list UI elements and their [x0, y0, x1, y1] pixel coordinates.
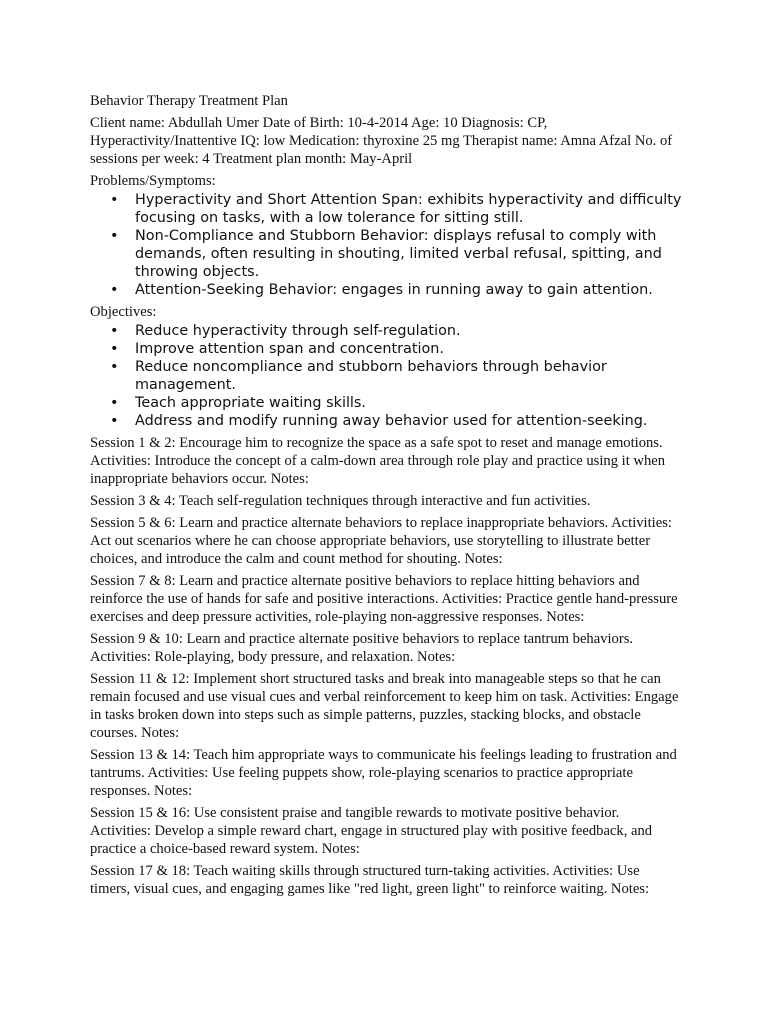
bullet-icon: • [110, 395, 119, 411]
session-5-6-paragraph: Session 5 & 6: Learn and practice alternate behaviors to replace inappropriate behaviors. Activities: Act out scenarios where he can choose appropriate behaviors, use storytelling to illustrate better choices, and introduce the calm and count method for shouting. Notes: [90, 515, 672, 567]
document-page [90, 92, 682, 902]
objective-text: Address and modify running away behavior used for attention-seeking. [135, 413, 648, 429]
bullet-icon: • [110, 228, 119, 244]
objective-item [90, 322, 682, 340]
objective-text: Reduce hyperactivity through self-regulation. [135, 323, 461, 339]
problem-item [90, 191, 682, 227]
problems-list [90, 191, 682, 299]
problem-text: Hyperactivity and Short Attention Span: exhibits hyperactivity and difficulty focusing on tasks, with a low tolerance for sitting still. [135, 192, 682, 226]
objective-item [90, 394, 682, 412]
bullet-icon: • [110, 341, 119, 357]
bullet-icon: • [110, 192, 119, 208]
bullet-icon: • [110, 323, 119, 339]
client-info-paragraph: Client name: Abdullah Umer Date of Birth: 10-4-2014 Age: 10 Diagnosis: CP, Hyperactivity/Inattentive IQ: low Medication: thyroxine 25 mg Therapist name: Amna Afzal No. of sessions per week: 4 Treatment plan month: May-April [90, 115, 673, 167]
session-17-18-paragraph: Session 17 & 18: Teach waiting skills through structured turn-taking activities. Activities: Use timers, visual cues, and engaging games like "red light, green light" to reinforce waiting. Notes: [90, 863, 650, 897]
objective-text: Teach appropriate waiting skills. [135, 395, 367, 411]
objective-item [90, 340, 682, 358]
problem-item [90, 281, 682, 299]
objective-item [90, 412, 682, 430]
session-11-12-paragraph: Session 11 & 12: Implement short structured tasks and break into manageable steps so that he can remain focused and use visual cues and verbal reinforcement to keep him on task. Activities: Engage in tasks broken down into steps such as simple patterns, puzzles, stacking blocks, and obstacle courses. Notes: [90, 671, 679, 741]
session-1-2-paragraph: Session 1 & 2: Encourage him to recognize the space as a safe spot to reset and manage emotions. Activities: Introduce the concept of a calm-down area through role play and practice using it when inappropriate behaviors occur. Notes: [90, 435, 666, 487]
objective-text: Reduce noncompliance and stubborn behaviors through behavior management. [135, 359, 607, 393]
objectives-list [90, 322, 682, 430]
bullet-icon: • [110, 413, 119, 429]
bullet-icon: • [110, 282, 119, 298]
sessions-section [90, 434, 682, 898]
session-9-10-paragraph: Session 9 & 10: Learn and practice alternate positive behaviors to replace tantrum behaviors. Activities: Role-playing, body pressure, and relaxation. Notes: [90, 631, 634, 665]
bullet-icon: • [110, 359, 119, 375]
session-3-4-paragraph: Session 3 & 4: Teach self-regulation techniques through interactive and fun activities. [90, 493, 591, 509]
objective-item [90, 358, 682, 394]
problem-text: Attention-Seeking Behavior: engages in running away to gain attention. [135, 282, 653, 298]
problem-item [90, 227, 682, 281]
problems-heading: Problems/Symptoms: [90, 173, 216, 189]
objective-text: Improve attention span and concentration. [135, 341, 444, 357]
session-13-14-paragraph: Session 13 & 14: Teach him appropriate ways to communicate his feelings leading to frustration and tantrums. Activities: Use feeling puppets show, role-playing scenarios to practice appropriate responses. Notes: [90, 747, 677, 799]
document-title: Behavior Therapy Treatment Plan [90, 93, 288, 109]
problem-text: Non-Compliance and Stubborn Behavior: displays refusal to comply with demands, often resulting in shouting, limited verbal refusal, spitting, and throwing objects. [135, 228, 662, 280]
session-15-16-paragraph: Session 15 & 16: Use consistent praise and tangible rewards to motivate positive behavior. Activities: Develop a simple reward chart, engage in structured play with positive feedback, and practice a choice-based reward system. Notes: [90, 805, 653, 857]
objectives-heading: Objectives: [90, 304, 157, 320]
session-7-8-paragraph: Session 7 & 8: Learn and practice alternate positive behaviors to replace hitting behaviors and reinforce the use of hands for safe and positive interactions. Activities: Practice gentle hand-pressure exercises and deep pressure activities, role-playing non-aggressive responses. Notes: [90, 573, 678, 625]
